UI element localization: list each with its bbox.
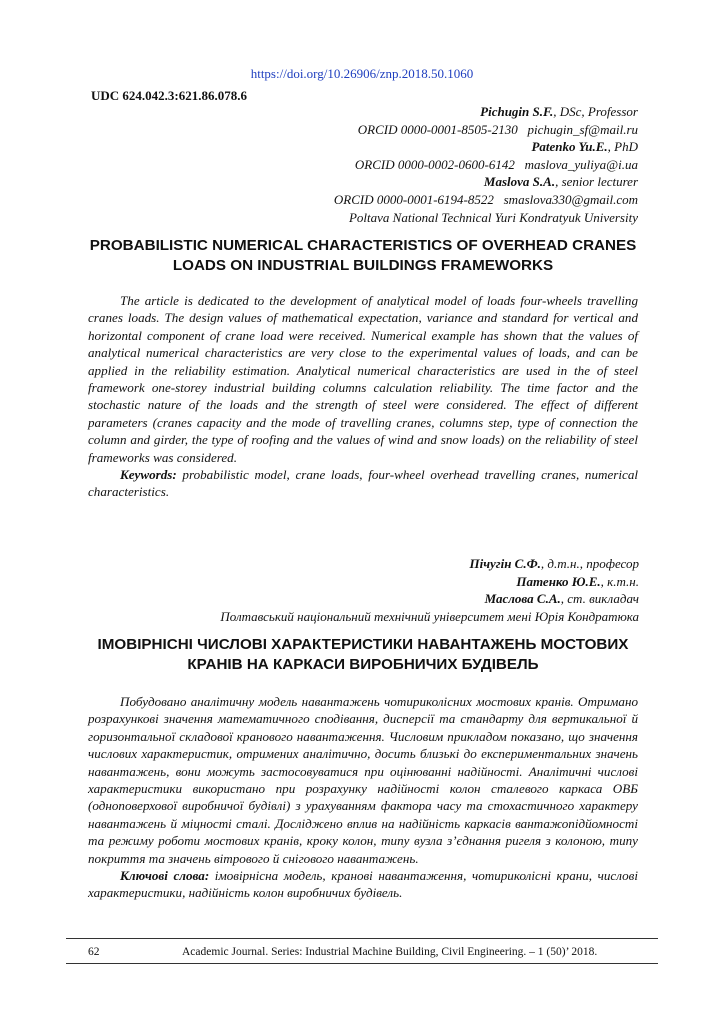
author-name: Maslova S.A. (483, 174, 556, 190)
abstract-text: Побудовано аналітичну модель навантажень чотириколісних мостових кранів. Отримано розрахункові значення математичного сподівання, дисперсії та стандарту для вертикальної й горизонтальної складової кранового навантаження. Числовим прикладом показано, що значення числових характеристик, отримених аналітично, досить близькі до експериментальних значень навантажень, вони можуть застосовуватися при оцінюванні надійності. Аналітичні числові характеристики використано при розрахунку надійності колон сталевого каркаса ОВБ (одноповерхової виробничої будівлі) з урахуванням фактора часу та стохастичного характеру навантажень й міцності сталі. Досліджено вплив на надійність каркасів вантажопідйомності та режиму роботи мостових кранів, кроку колон, типу вузла з’єднання ригеля з колоною, типу покриття та значень вітрового й снігового навантажень. (88, 694, 638, 866)
author-role: , к.т.н. (600, 573, 639, 589)
orcid[interactable]: ORCID 0000-0002-0600-6142 (354, 156, 515, 172)
email[interactable]: smaslova330@gmail.com (503, 191, 638, 207)
orcid-line (334, 191, 638, 209)
abstract-ua (88, 693, 638, 902)
author-line (334, 138, 638, 156)
author-name: Маслова С.А. (484, 591, 561, 607)
authors-en-block (334, 103, 638, 226)
authors-ua-block (220, 555, 639, 625)
affiliation: Poltava National Technical Yuri Kondratyuk University (348, 209, 638, 225)
author-role: , ст. викладач (560, 591, 639, 607)
author-role: , senior lecturer (555, 174, 638, 190)
author-line (220, 590, 639, 608)
author-name: Patenko Yu.E. (531, 139, 608, 155)
doi-link[interactable]: https://doi.org/10.26906/znp.2018.50.1060 (250, 66, 474, 81)
keywords-label: Ключові слова: (120, 868, 210, 884)
author-role: , DSc, Professor (553, 104, 638, 119)
abstract-text: The article is dedicated to the development of analytical model of loads four-wheels travelling cranes loads. The design values of mathematical expectation, variance and standard for vertical and horizontal component of crane load were received. Numerical example has shown that the values of analytical numerical characteristics are very close to the experimental values of loads, and can be applied in the reliability estimation. Analytical numerical characteristics are used in the of steel framework one-storey industrial building columns calculation reliability. The time factor and the stochastic nature of the loads and the strength of steel were considered. The effect of different parameters (cranes capacity and the mode of travelling cranes, columns step, type of connection the column and girder, the type of roofing and the values of wind and snow loads) on the reliability of steel frameworks was considered. (88, 293, 638, 465)
author-role: , д.т.н., професор (540, 556, 639, 571)
orcid[interactable]: ORCID 0000-0001-6194-8522 (333, 191, 494, 207)
keywords-label: Keywords: (120, 467, 177, 483)
email[interactable]: pichugin_sf@mail.ru (527, 121, 638, 137)
author-line (334, 173, 638, 191)
abstract-en (88, 292, 638, 501)
keywords-en (88, 466, 638, 501)
author-name: Pichugin S.F. (480, 104, 554, 119)
footer-divider-bottom (66, 963, 658, 964)
udc-code: UDC 624.042.3:621.86.078.6 (91, 88, 247, 103)
orcid-line (334, 156, 638, 174)
author-name: Пічугін С.Ф. (469, 556, 541, 571)
author-line (334, 103, 638, 121)
footer-divider (66, 938, 658, 939)
keywords-text: probabilistic model, crane loads, four-wheel overhead travelling cranes, numerical characteristics. (88, 467, 638, 500)
paper-title-en: PROBABILISTIC NUMERICAL CHARACTERISTICS OF OVERHEAD CRANES LOADS ON INDUSTRIAL BUILDINGS FRAMEWORKS (89, 237, 637, 274)
orcid[interactable]: ORCID 0000-0001-8505-2130 (357, 121, 518, 137)
author-role: , PhD (607, 139, 638, 155)
author-name: Патенко Ю.Е. (516, 573, 601, 589)
affiliation: Полтавський національний технічний університет мені Юрія Кондратюка (220, 608, 639, 624)
keywords-ua (88, 867, 638, 902)
author-line (220, 573, 639, 591)
orcid-line (334, 121, 638, 139)
page-number: 62 (88, 946, 100, 958)
paper-title-ua: ІМОВІРНІСНІ ЧИСЛОВІ ХАРАКТЕРИСТИКИ НАВАНТАЖЕНЬ МОСТОВИХ КРАНІВ НА КАРКАСИ ВИРОБНИЧИХ БУДІВЕЛЬ (97, 636, 629, 673)
journal-citation: Academic Journal. Series: Industrial Machine Building, Civil Engineering. – 1 (50)’ 2018. (182, 946, 598, 958)
author-line (220, 555, 639, 573)
keywords-text: імовірнісна модель, кранові навантаження, чотириколісні крани, числові характеристики, надійність колон виробничих будівель. (88, 868, 638, 901)
email[interactable]: maslova_yuliya@i.ua (524, 156, 638, 172)
